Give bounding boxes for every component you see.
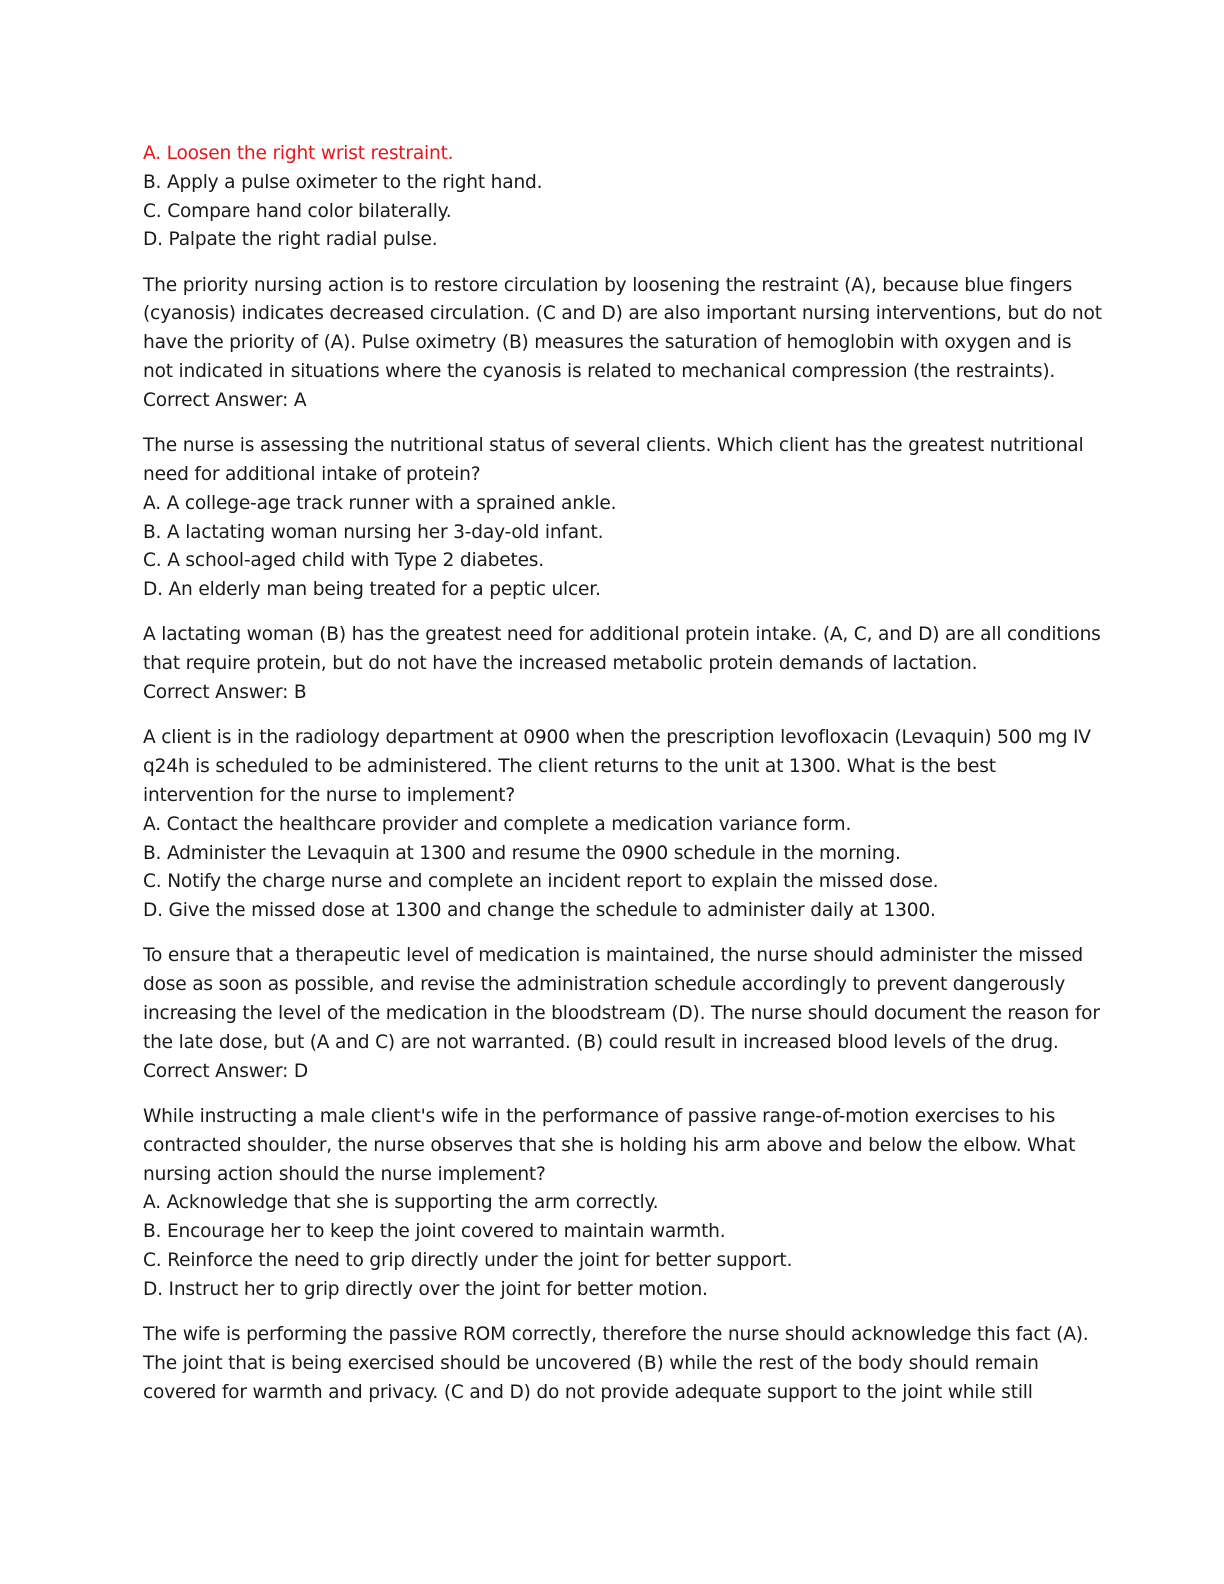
correct-answer-line: Correct Answer: A	[143, 389, 307, 411]
rationale-line: The wife is performing the passive ROM correctly, therefore the nurse should acknowledge this fact (A).	[143, 1323, 1089, 1345]
question-line: intervention for the nurse to implement?	[143, 784, 515, 806]
option-line: C. Reinforce the need to grip directly under the joint for better support.	[143, 1249, 793, 1271]
rationale-line: dose as soon as possible, and revise the administration schedule accordingly to prevent dangerously	[143, 974, 1066, 996]
option-line: A. Contact the healthcare provider and complete a medication variance form.	[143, 813, 852, 835]
highlighted-correct-option: A. Loosen the right wrist restraint.	[143, 143, 454, 164]
rationale-block	[143, 942, 1100, 1086]
rationale-line: have the priority of (A). Pulse oximetry (B) measures the saturation of hemoglobin with oxygen and is	[143, 332, 1072, 354]
rationale-line: not indicated in situations where the cyanosis is related to mechanical compression (the restraints).	[143, 361, 1056, 383]
option-line: A. A college-age track runner with a sprained ankle.	[143, 492, 617, 514]
rationale-block	[143, 621, 1101, 707]
question-line: contracted shoulder, the nurse observes that she is holding his arm above and below the elbow. What	[143, 1134, 1076, 1156]
question-line: A client is in the radiology department at 0900 when the prescription levofloxacin (Levaquin) 500 mg IV	[143, 727, 1091, 749]
option-line: C. Compare hand color bilaterally.	[143, 200, 452, 222]
rationale-line: the late dose, but (A and C) are not warranted. (B) could result in increased blood levels of the drug.	[143, 1031, 1059, 1053]
option-line: C. A school-aged child with Type 2 diabetes.	[143, 550, 545, 572]
option-line: D. Give the missed dose at 1300 and change the schedule to administer daily at 1300.	[143, 900, 936, 922]
rationale-line: that require protein, but do not have the increased metabolic protein demands of lactation.	[143, 653, 978, 675]
answer-options-block	[143, 140, 1083, 255]
question-line: While instructing a male client's wife in the performance of passive range-of-motion exercises to his	[143, 1105, 1056, 1127]
option-line: B. Encourage her to keep the joint covered to maintain warmth.	[143, 1221, 726, 1243]
rationale-line: A lactating woman (B) has the greatest need for additional protein intake. (A, C, and D) are all conditions	[143, 624, 1101, 646]
question-block	[143, 1103, 1083, 1305]
question-line: need for additional intake of protein?	[143, 463, 481, 485]
option-line: B. Apply a pulse oximeter to the right hand.	[143, 171, 543, 193]
rationale-line: (cyanosis) indicates decreased circulation. (C and D) are also important nursing interventions, but do not	[143, 303, 1102, 325]
correct-answer-line: Correct Answer: D	[143, 1060, 309, 1082]
option-line: D. Instruct her to grip directly over the joint for better motion.	[143, 1278, 708, 1300]
question-block	[143, 724, 1091, 926]
rationale-line: To ensure that a therapeutic level of medication is maintained, the nurse should administer the missed	[143, 945, 1083, 967]
rationale-block	[143, 272, 1102, 416]
rationale-line: increasing the level of the medication in the bloodstream (D). The nurse should document the reason for	[143, 1003, 1100, 1025]
rationale-line: covered for warmth and privacy. (C and D) do not provide adequate support to the joint while still	[143, 1381, 1033, 1403]
option-line: A. Acknowledge that she is supporting the arm correctly.	[143, 1192, 659, 1214]
document-page	[143, 140, 1102, 1424]
rationale-line: The joint that is being exercised should be uncovered (B) while the rest of the body should remain	[143, 1352, 1039, 1374]
option-line: C. Notify the charge nurse and complete an incident report to explain the missed dose.	[143, 871, 939, 893]
option-line: B. Administer the Levaquin at 1300 and resume the 0900 schedule in the morning.	[143, 842, 901, 864]
question-line: nursing action should the nurse implement?	[143, 1163, 546, 1185]
correct-answer-line: Correct Answer: B	[143, 682, 307, 704]
option-line: D. Palpate the right radial pulse.	[143, 229, 438, 251]
option-line: B. A lactating woman nursing her 3-day-old infant.	[143, 521, 604, 543]
question-line: q24h is scheduled to be administered. The client returns to the unit at 1300. What is the best	[143, 756, 996, 778]
rationale-line: The priority nursing action is to restore circulation by loosening the restraint (A), because blue fingers	[143, 274, 1073, 296]
question-block	[143, 432, 1083, 605]
rationale-block	[143, 1321, 1089, 1407]
option-line: D. An elderly man being treated for a peptic ulcer.	[143, 579, 601, 601]
question-line: The nurse is assessing the nutritional status of several clients. Which client has the greatest nutritional	[143, 435, 1084, 457]
